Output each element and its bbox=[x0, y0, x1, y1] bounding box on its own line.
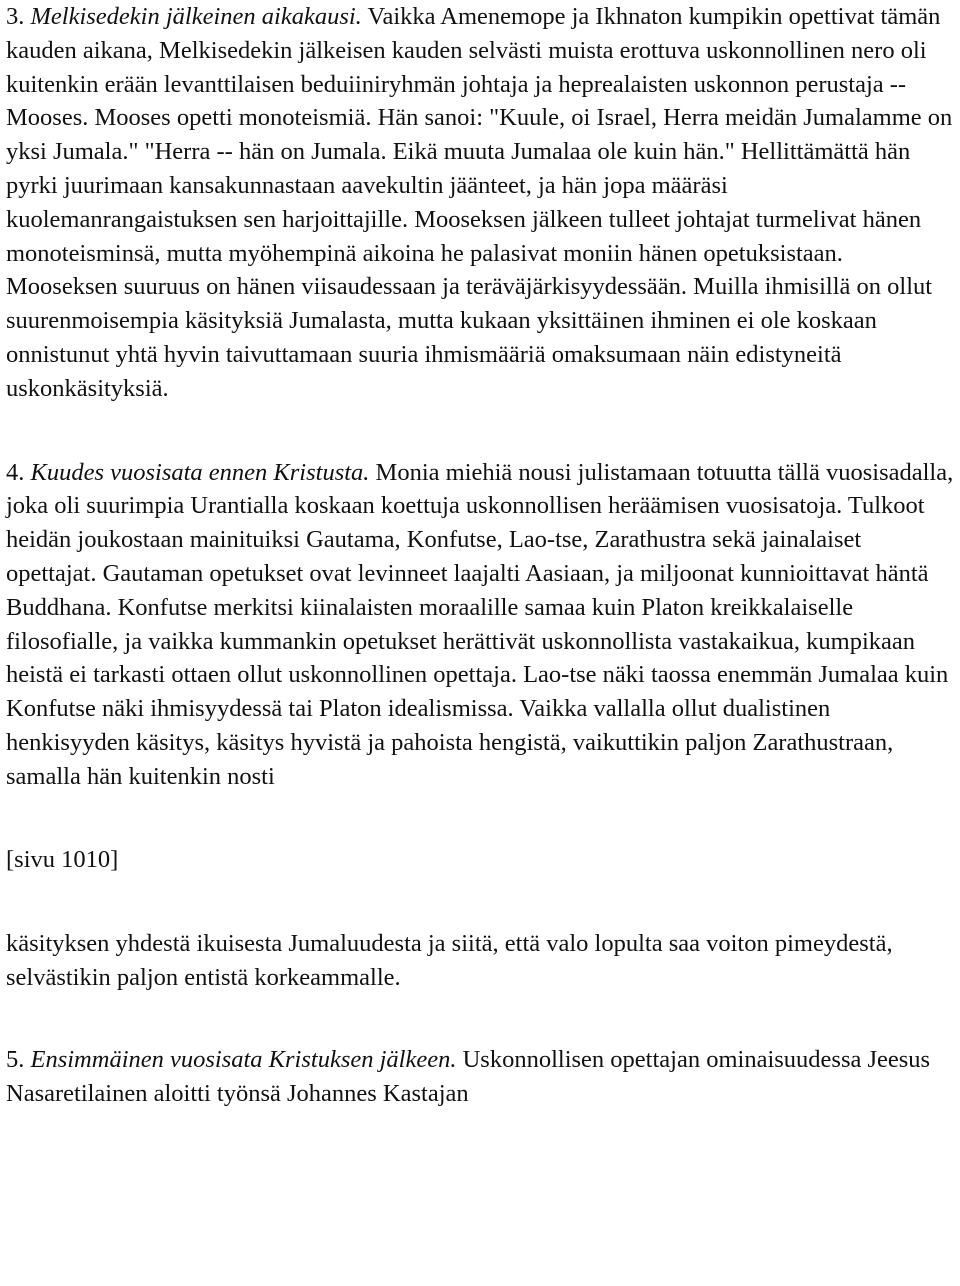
section-5-paragraph bbox=[6, 1043, 956, 1111]
section-4-number: 4. bbox=[6, 458, 25, 486]
page-break-spacer bbox=[6, 794, 956, 843]
section-spacer bbox=[6, 995, 956, 1043]
page-marker: [sivu 1010] bbox=[6, 845, 119, 873]
section-3-title: Melkisedekin jälkeinen aikakausi. bbox=[30, 3, 362, 30]
continuation-paragraph: käsityksen yhdestä ikuisesta Jumaluudesta ja siitä, että valo lopulta saa voiton pimeydestä, selvästikin paljon entistä korkeammalle. bbox=[6, 930, 893, 992]
section-5-number: 5. bbox=[6, 1045, 25, 1073]
section-3-number: 3. bbox=[6, 3, 25, 30]
section-4-title: Kuudes vuosisata ennen Kristusta. bbox=[30, 458, 370, 486]
section-3-body: Vaikka Amenemope ja Ikhnaton kumpikin opettivat tämän kauden aikana, Melkisedekin jälkeisen kauden selvästi muista erottuva uskonnollinen nero oli kuitenkin erään levanttilaisen beduiiniryhmän johtaja ja heprealaisten uskonnon perustaja -- Mooses. Mooses opetti monoteismiä. Hän sanoi: "Kuule, oi Israel, Herra meidän Jumalamme on yksi Jumala." "Herra -- hän on Jumala. Eikä muuta Jumalaa ole kuin hän." Hellittämättä hän pyrki juurimaan kansakunnastaan aavekultin jäänteet, ja hän jopa määräsi kuolemanrangaistuksen sen harjoittajille. Mooseksen jälkeen tulleet johtajat turmelivat hänen monoteisminsä, mutta myöhempinä aikoina he palasivat moniin hänen opetuksistaan. Mooseksen suuruus on hänen viisaudessaan ja teräväjärkisyydessään. Muilla ihmisillä on ollut suurenmoisempia käsityksiä Jumalasta, mutta kukaan yksittäinen ihminen ei ole koskaan onnistunut yhtä hyvin taivuttamaan suuria ihmismääriä omaksumaan näin edistyneitä uskonkäsityksiä. bbox=[6, 3, 953, 402]
document-page bbox=[6, 0, 956, 1111]
section-4-body: Monia miehiä nousi julistamaan totuutta tällä vuosisadalla, joka oli suurimpia Urantialla koskaan koettuja uskonnollisen heräämisen vuosisatoja. Tulkoot heidän joukostaan mainituiksi Gautama, Konfutse, Lao-tse, Zarathustra sekä jainalaiset opettajat. Gautaman opetukset ovat levinneet laajalti Aasiaan, ja miljoonat kunnioittavat häntä Buddhana. Konfutse merkitsi kiinalaisten moraalille samaa kuin Platon kreikkalaiselle filosofialle, ja vaikka kummankin opetukset herättivät uskonnollista vastakaikua, kumpikaan heistä ei tarkasti ottaen ollut uskonnollinen opettaja. Lao-tse näki taossa enemmän Jumalaa kuin Konfutse näki ihmisyydessä tai Platon idealismissa. Vaikka vallalla ollut dualistinen henkisyyden käsitys, käsitys hyvistä ja pahoista hengistä, vaikuttikin paljon Zarathustraan, samalla hän kuitenkin nosti bbox=[6, 458, 954, 790]
section-spacer bbox=[6, 406, 956, 456]
section-5-body: Uskonnollisen opettajan ominaisuudessa Jeesus Nasaretilainen aloitti työnsä Johannes Kastajan bbox=[6, 1045, 931, 1107]
section-4-paragraph bbox=[6, 456, 956, 794]
page-break-spacer bbox=[6, 876, 956, 927]
section-5-title: Ensimmäinen vuosisata Kristuksen jälkeen. bbox=[30, 1045, 457, 1073]
section-3-paragraph bbox=[6, 0, 956, 406]
